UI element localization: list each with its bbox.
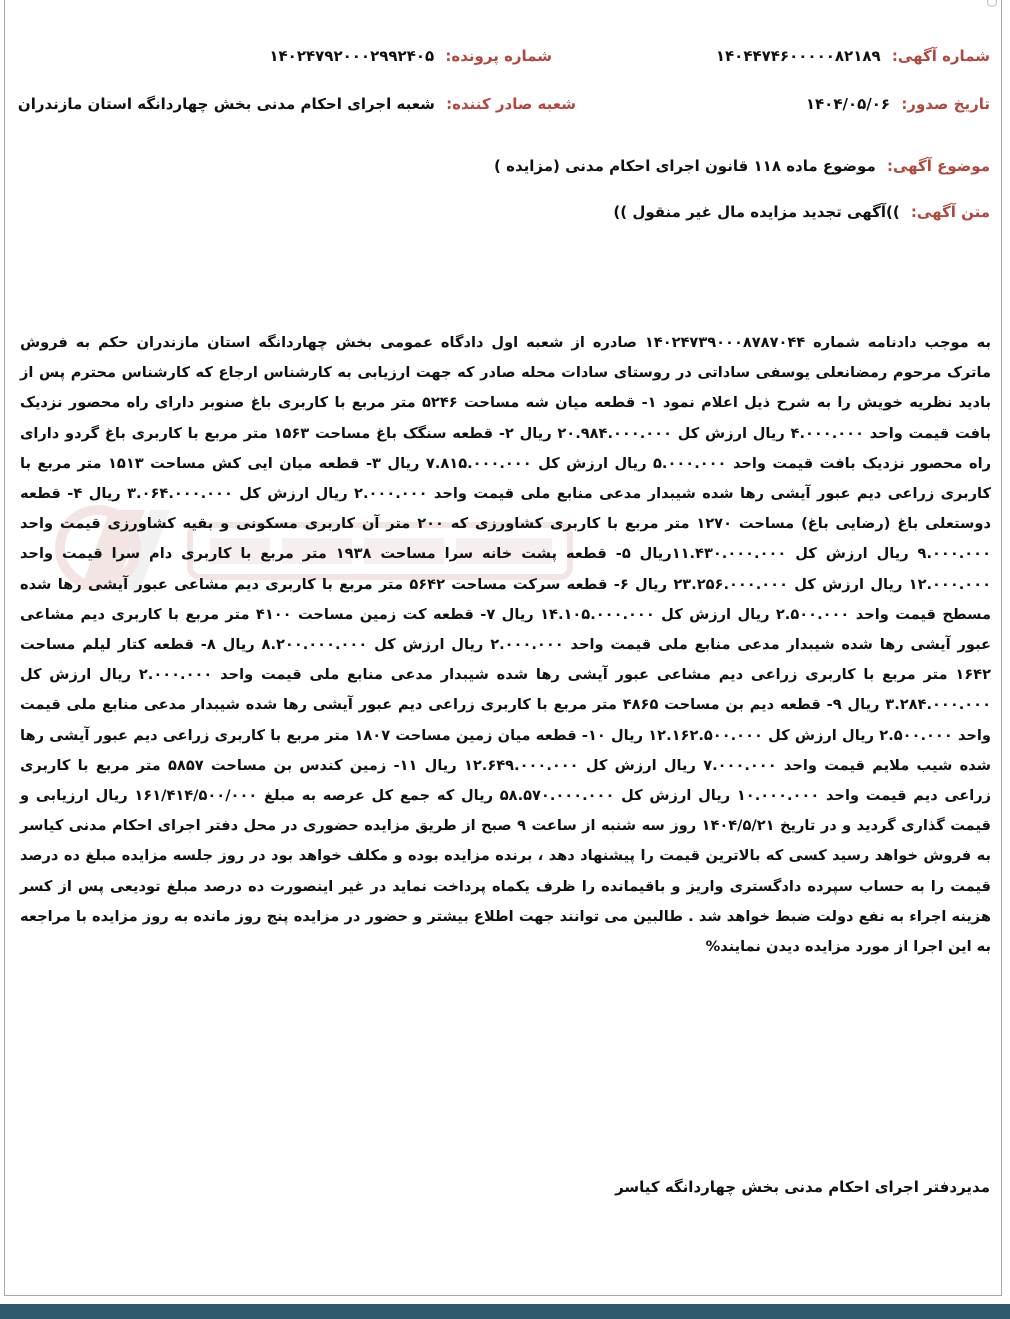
issue-date-row — [806, 95, 990, 113]
issue-date-value: ۱۴۰۴/۰۵/۰۶ — [805, 95, 891, 113]
subject-row — [494, 157, 990, 175]
signature-line: مدیردفتر اجرای احکام مدنی بخش چهاردانگه کیاسر — [615, 1178, 990, 1196]
notice-body-text: به موجب دادنامه شماره ۱۴۰۲۴۷۳۹۰۰۰۸۷۸۷۰۴۴ صادره از شعبه اول دادگاه عمومی بخش چهاردانگه استان مازندران حکم به فروش ماترک مرحوم رمضانعلی یوسفی ساداتی در روستای سادات محله صادر که جهت ارزیابی به کارشناس ارجاع که کارشناس محترم پس از بادید نظریه خویش را به شرح ذیل اعلام نمود ۱- قطعه میان شه مساحت ۵۲۴۶ متر مربع با کاربری باغ صنوبر دارای راه محصور نزدیک بافت قیمت واحد ۴.۰۰۰.۰۰۰ ریال ارزش کل ۲۰.۹۸۴.۰۰۰.۰۰۰ ریال ۲- قطعه سنگک باغ مساحت ۱۵۶۳ متر مربع با کاربری باغ گردو دارای راه محصور نزدیک بافت قیمت واحد ۵.۰۰۰.۰۰۰ ریال ارزش کل ۷.۸۱۵.۰۰۰.۰۰۰ ریال ۳- قطعه میان ایی کش مساحت ۱۵۱۳ متر مربع با کاربری زراعی دیم عبور آیشی رها شده شیبدار مدعی منابع ملی قیمت واحد ۲.۰۰۰.۰۰۰ ریال ارزش کل ۳.۰۶۴.۰۰۰.۰۰۰ ریال ۴- قطعه دوستعلی باغ (رضایی باغ) مساحت ۱۲۷۰ متر مربع با کاربری کشاورزی که ۲۰۰ متر آن کاربری مسکونی و بقیه کشاورزی قیمت واحد ۹.۰۰۰.۰۰۰ ریال ارزش کل ۱۱.۴۳۰.۰۰۰.۰۰۰ریال ۵- قطعه پشت خانه سرا مساحت ۱۹۳۸ متر مربع با کاربری دام سرا قیمت واحد ۱۲.۰۰۰.۰۰۰ ریال ارزش کل ۲۳.۲۵۶.۰۰۰.۰۰۰ ریال ۶- قطعه سرکت مساحت ۵۶۴۲ متر مربع با کاربری دیم مشاعی عبور آیشی رها شده مسطح قیمت واحد ۲.۵۰۰.۰۰۰ ریال ارزش کل ۱۴.۱۰۵.۰۰۰.۰۰۰ ریال ۷- قطعه کت زمین مساحت ۴۱۰۰ متر مربع با کاربری دیم مشاعی عبور آیشی رها شده شیبدار مدعی منابع ملی قیمت واحد ۲.۰۰۰.۰۰۰ ریال ارزش کل ۸.۲۰۰.۰۰۰.۰۰۰ ریال ۸- قطعه کتار لیلم مساحت ۱۶۴۲ متر مربع با کاربری زراعی دیم مشاعی عبور آیشی رها شده شیبدار مدعی منابع ملی قیمت واحد ۲.۰۰۰.۰۰۰ ریال ارزش کل ۳.۲۸۴.۰۰۰.۰۰۰ ریال ۹- قطعه دیم بن مساحت ۴۸۶۵ متر مربع با کاربری زراعی دیم عبور آیشی رها شده شیبدار مدعی منابع ملی قیمت واحد ۲.۵۰۰.۰۰۰ ریال ارزش کل ۱۲.۱۶۲.۵۰۰.۰۰۰ ریال ۱۰- قطعه میان زمین مساحت ۱۸۰۷ متر مربع با کاربری زراعی دیم عبور آیشی رها شده شیب ملایم قیمت واحد ۷.۰۰۰.۰۰۰ ریال ارزش کل ۱۲.۶۴۹.۰۰۰.۰۰۰ ریال ۱۱- زمین کندس بن مساحت ۵۸۵۷ متر مربع با کاربری زراعی دیم قیمت واحد ۱۰.۰۰۰.۰۰۰ ریال ارزش کل ۵۸.۵۷۰.۰۰۰.۰۰۰ ریال که جمع کل عرصه به مبلغ ۱۶۱/۴۱۴/۵۰۰/۰۰۰ ریال ارزیابی و قیمت گذاری گردید و در تاریخ ۱۴۰۴/۵/۲۱ روز سه شنبه از ساعت ۹ صبح از طریق مزایده حضوری در محل دفتر اجرای احکام مدنی کیاسر به فروش خواهد رسید کسی که بالاترین قیمت را پیشنهاد دهد ، برنده مزایده بوده و مکلف خواهد بود در روز جلسه مزایده مبلغ ده درصد قیمت را به حساب سپرده دادگستری واریز و باقیمانده را ظرف یکماه پرداخت نماید در غیر اینصورت ده درصد مبلغ تودیعی پس از کسر هزینه اجراء به نفع دولت ضبط خواهد شد . طالبین می توانند جهت اطلاع بیشتر و حضور در مزایده پنج روز مانده به روز مزایده با مراجعه به این اجرا از مورد مزایده دیدن نمایند% — [20, 334, 992, 956]
ad-number-label: شماره آگهی: — [891, 47, 990, 65]
ad-text-title: ))آگهی تجدید مزایده مال غیر منقول )) — [613, 203, 900, 221]
ad-text-label: متن آگهی: — [910, 203, 990, 221]
corner-circle-icon — [987, 0, 997, 7]
file-number-label: شماره پرونده: — [445, 47, 552, 65]
ad-number-row — [716, 47, 990, 65]
issuer-value: شعبه اجرای احکام مدنی بخش چهاردانگه استان مازندران — [17, 95, 435, 113]
ad-text-title-row — [613, 203, 990, 221]
subject-value: موضوع ماده ۱۱۸ قانون اجرای احکام مدنی (مزایده ) — [494, 157, 876, 175]
file-number-row — [269, 47, 552, 65]
ad-number-value: ۱۴۰۴۴۷۴۶۰۰۰۰۰۸۲۱۸۹ — [715, 47, 881, 65]
issuer-row — [18, 95, 576, 113]
subject-label: موضوع آگهی: — [886, 157, 990, 175]
issue-date-label: تاریخ صدور: — [901, 95, 990, 113]
bottom-status-bar — [0, 1304, 1010, 1319]
issuer-label: شعبه صادر کننده: — [446, 95, 576, 113]
file-number-value: ۱۴۰۲۴۷۹۲۰۰۰۲۹۹۲۴۰۵ — [269, 47, 435, 65]
